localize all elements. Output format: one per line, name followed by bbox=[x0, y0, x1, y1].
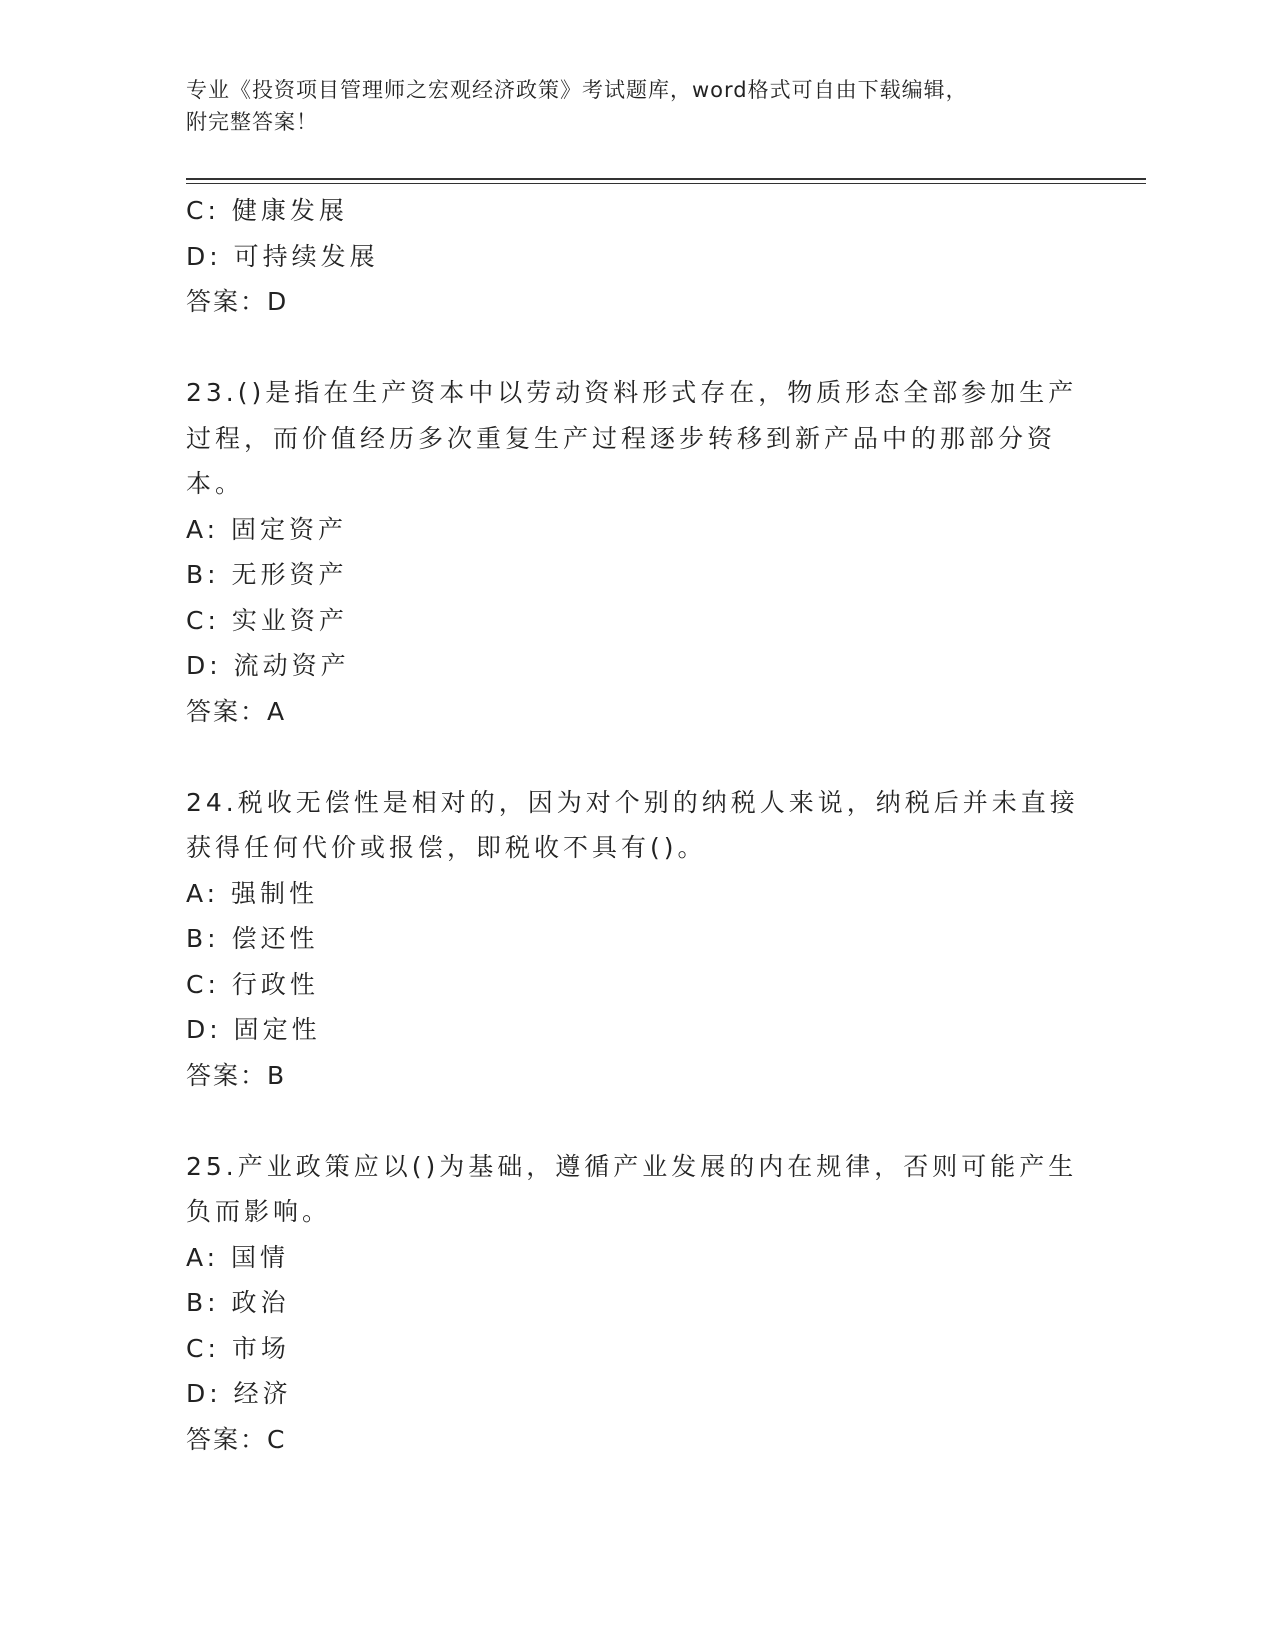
spacer bbox=[186, 1098, 1086, 1144]
option-a: A: 固定资产 bbox=[186, 514, 348, 544]
question-text-line: 负而影响。 bbox=[186, 1197, 332, 1226]
option-b: B: 政治 bbox=[186, 1288, 290, 1317]
question-list bbox=[186, 188, 1086, 1462]
answer-line: 答案：C bbox=[186, 1424, 287, 1454]
option-d: D: 经济 bbox=[186, 1379, 292, 1408]
header-divider-thick bbox=[186, 178, 1146, 180]
spacer bbox=[186, 734, 1086, 780]
option-c: C: 行政性 bbox=[186, 969, 319, 999]
option-c: C: 市场 bbox=[186, 1333, 290, 1363]
question-22-continued bbox=[186, 188, 1086, 325]
document-header bbox=[186, 74, 1086, 138]
question-text-line: 本。 bbox=[186, 469, 245, 498]
question-24 bbox=[186, 780, 1086, 1099]
spacer bbox=[186, 325, 1086, 371]
header-divider-thin bbox=[186, 183, 1146, 184]
header-line-1: 专业《投资项目管理师之宏观经济政策》考试题库，word格式可自由下载编辑， bbox=[186, 78, 968, 102]
answer-line: 答案：A bbox=[186, 696, 287, 726]
option-b: B: 偿还性 bbox=[186, 924, 319, 953]
option-d: D: 固定性 bbox=[186, 1015, 321, 1044]
option-d: D: 可持续发展 bbox=[186, 241, 379, 271]
question-text-line: 24.税收无偿性是相对的，因为对个别的纳税人来说，纳税后并未直接 bbox=[186, 787, 1079, 817]
header-line-2: 附完整答案！ bbox=[186, 110, 318, 134]
question-text-line: 23.()是指在生产资本中以劳动资料形式存在，物质形态全部参加生产 bbox=[186, 378, 1078, 407]
question-25 bbox=[186, 1144, 1086, 1463]
option-c: C: 健康发展 bbox=[186, 196, 348, 225]
option-d: D: 流动资产 bbox=[186, 651, 350, 680]
option-a: A: 国情 bbox=[186, 1242, 290, 1272]
question-text-line: 25.产业政策应以()为基础，遵循产业发展的内在规律，否则可能产生 bbox=[186, 1151, 1078, 1181]
answer-line: 答案：D bbox=[186, 287, 289, 316]
option-b: B: 无形资产 bbox=[186, 560, 348, 589]
question-text-line: 获得任何代价或报偿，即税收不具有()。 bbox=[186, 833, 707, 862]
question-text-line: 过程，而价值经历多次重复生产过程逐步转移到新产品中的那部分资 bbox=[186, 423, 1057, 453]
question-23 bbox=[186, 370, 1086, 734]
answer-line: 答案：B bbox=[186, 1060, 287, 1090]
option-a: A: 强制性 bbox=[186, 878, 319, 908]
option-c: C: 实业资产 bbox=[186, 605, 348, 635]
